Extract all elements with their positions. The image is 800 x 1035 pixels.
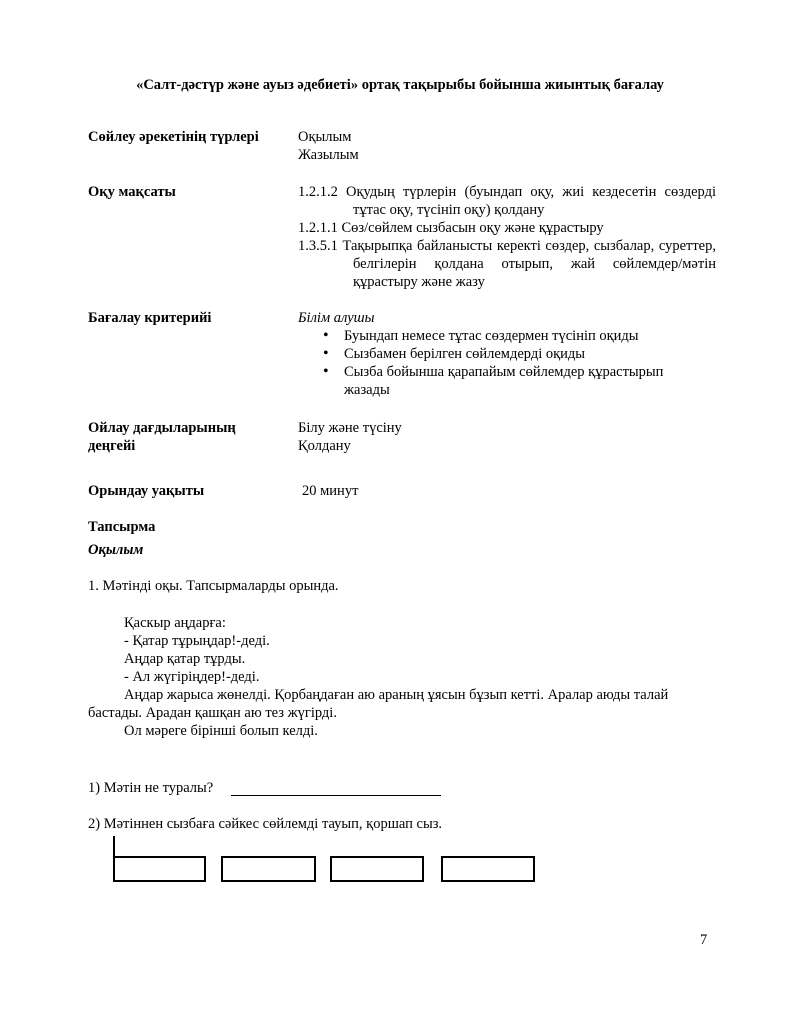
- question-2: 2) Мәтіннен сызбаға сәйкес сөйлемді тауып, қоршап сыз.: [88, 816, 443, 832]
- story-line: Ол мәреге бірінші болып келді.: [124, 723, 318, 739]
- speech-label: Сөйлеу әрекетінің түрлері: [88, 129, 259, 145]
- question-1: 1) Мәтін не туралы?: [88, 780, 214, 796]
- criteria-label: Бағалау критерийі: [88, 310, 212, 326]
- criteria-item: • Сызба бойынша қарапайым сөйлемдер құрастырып жазады: [320, 363, 710, 399]
- story-line: Аңдар қатар тұрды.: [124, 651, 246, 667]
- page-number: 7: [700, 932, 708, 948]
- criteria-subtitle: Білім алушы: [298, 310, 375, 326]
- word-box: [221, 856, 316, 882]
- story-line: - Қатар тұрыңдар!-деді.: [124, 633, 270, 649]
- criteria-item: • Сызбамен берілген сөйлемдерді оқиды: [320, 345, 710, 363]
- story-text: [88, 614, 716, 740]
- thinking-value-1: Білу және түсіну: [298, 420, 402, 436]
- document-title: «Салт-дәстүр және ауыз әдебиеті» ортақ тақырыбы бойынша жиынтық бағалау: [136, 77, 664, 93]
- objective-item: 1.3.5.1 Тақырыпқа байланысты керекті сөздер, сызбалар, суреттер, белгілерін қолдана отырып, жай сөйлемдер/мәтін құрастыру және жазу: [298, 238, 716, 290]
- objective-item: 1.2.1.1 Сөз/сөйлем сызбасын оқу және құрастыру: [298, 220, 604, 236]
- answer-line[interactable]: [231, 795, 441, 796]
- word-box: [330, 856, 424, 882]
- speech-value-2: Жазылым: [298, 147, 359, 163]
- thinking-label-line1: Ойлау дағдыларының: [88, 420, 236, 436]
- objectives-list: [298, 183, 716, 291]
- criteria-item: • Буындап немесе тұтас сөздермен түсініп оқиды: [320, 327, 710, 345]
- task-heading: Тапсырма: [88, 519, 156, 535]
- thinking-value-2: Қолдану: [298, 438, 351, 454]
- word-box: [441, 856, 535, 882]
- word-box: [113, 856, 206, 882]
- story-line: - Ал жүгіріңдер!-деді.: [124, 669, 260, 685]
- time-value: 20 минут: [302, 483, 359, 499]
- capital-letter-mark: [113, 836, 115, 858]
- objectives-label: Оқу мақсаты: [88, 184, 176, 200]
- speech-value-1: Оқылым: [298, 129, 352, 145]
- thinking-label-line2: деңгейі: [88, 438, 136, 454]
- story-line: Қаскыр аңдарға:: [124, 615, 226, 631]
- objective-item: 1.2.1.2 Оқудың түрлерін (буындап оқу, жиі кездесетін сөздерді тұтас оқу, түсініп оқу) қолдану: [298, 184, 716, 218]
- story-paragraph: Аңдар жарыса жөнелді. Қорбаңдаған аю араның ұясын бұзып кетті. Аралар аюды талай бастады. Арадан қашқан аю тез жүгірді.: [88, 687, 669, 721]
- criteria-list: [320, 327, 710, 399]
- task-subheading: Оқылым: [88, 542, 144, 558]
- time-label: Орындау уақыты: [88, 483, 205, 499]
- task-instruction: 1. Мәтінді оқы. Тапсырмаларды орында.: [88, 578, 339, 594]
